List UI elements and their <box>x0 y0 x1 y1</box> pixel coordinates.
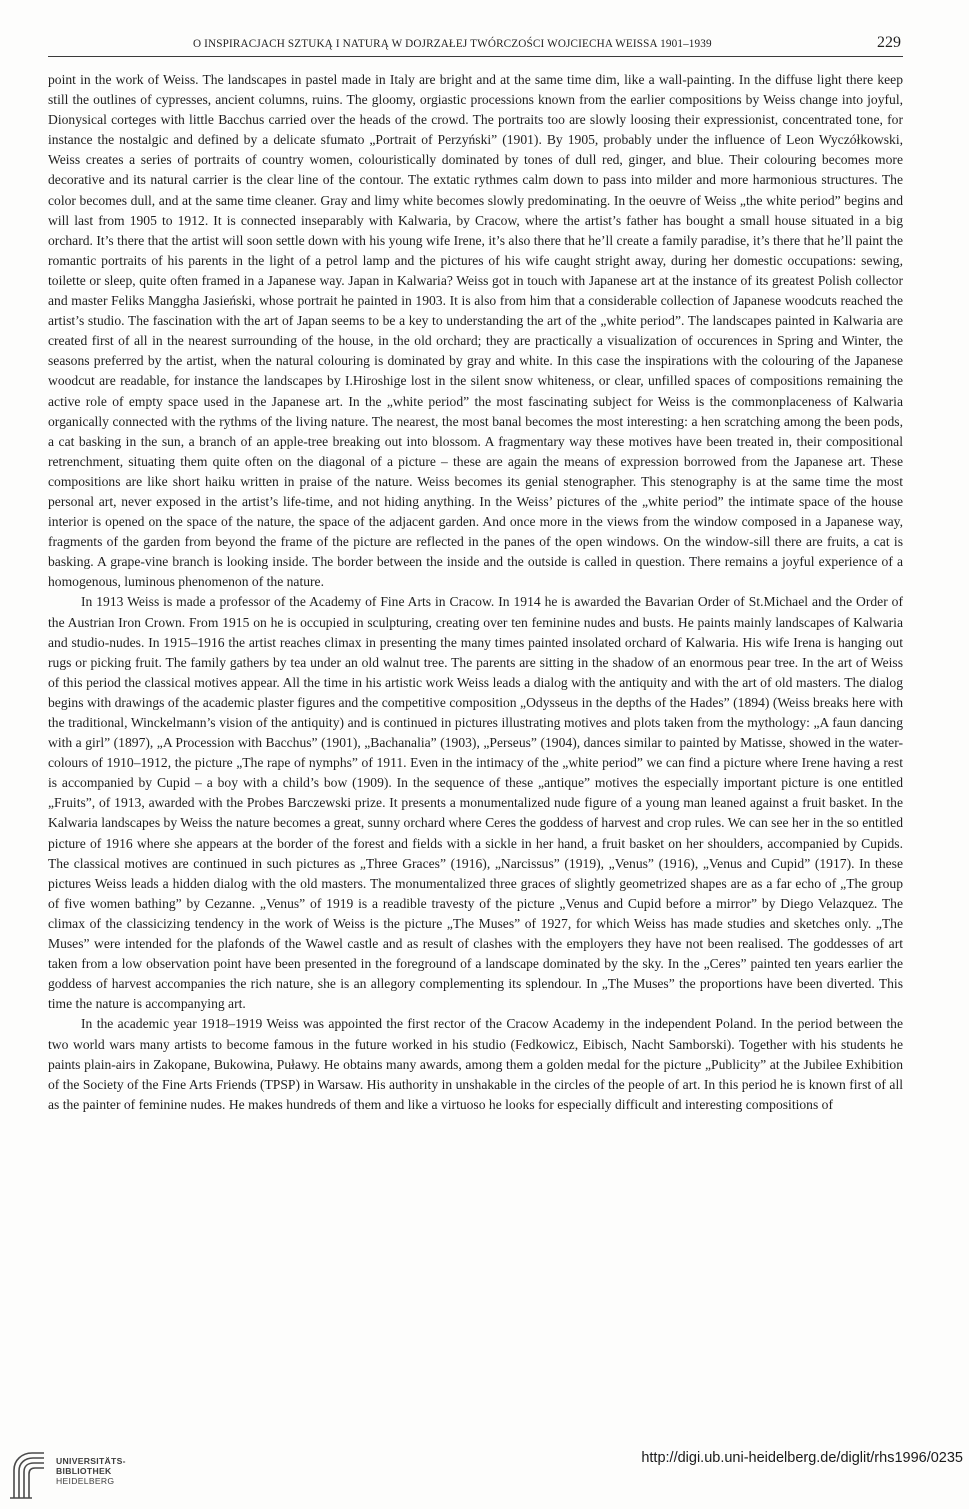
paragraph: In the academic year 1918–1919 Weiss was appointed the first rector of the Cracow Academy in the independent Poland. In the period between the two world wars many artists to become famous in the future worked in his studio (Fedkowicz, Eibisch, Nacht Samborski). Together with his students he paints plain-airs in Zakopane, Bukowina, Puławy. He obtains many awards, among them a golden medal for the picture „Publicity” at the Jubilee Exhibition of the Society of the Fine Arts Friends (TPSP) in Warsaw. His authority in unshakable in the circles of the people of art. In this period he is known first of all as the painter of feminine nudes. He makes hundreds of them and like a virtuoso he looks for especially difficult and interesting compositions of <box>48 1016 903 1112</box>
library-name-line: HEIDELBERG <box>56 1476 115 1486</box>
running-header <box>48 34 903 57</box>
running-title: O INSPIRACJACH SZTUKĄ I NATURĄ W DOJRZAŁEJ TWÓRCZOŚCI WOJCIECHA WEISSA 1901–1939 <box>193 38 712 50</box>
library-name <box>56 1456 126 1486</box>
paragraph: In 1913 Weiss is made a professor of the Academy of Fine Arts in Cracow. In 1914 he is awarded the Bavarian Order of St.Michael and the Order of the Austrian Iron Crown. From 1915 on he is occupied in sculpturing, creating over ten feminine nudes and busts. He paints mainly landscapes of Kalwaria and studio-nudes. In 1915–1916 the artist reaches climax in presenting the many times painted insolated orchard of Kalwaria. His wife Irena is hanging out rugs or picking fruit. The family gathers by tea under an old walnut tree. The parents are sitting in the shadow of an enormous pear tree. In the art of Weiss of this period the classical motives appear. All the time in his artistic work Weiss leads a dialog with the antiquity and with the art of old masters. The dialog begins with drawings of the academic plaster figures and the competitive composition „Odysseus in the depths of the Hades” (1894) (Weiss breaks here with the traditional, Winckelmann’s vision of the antiquity) and is continued in pictures illustrating motives and plots taken from the mythology: „A faun dancing with a girl” (1897), „A Procession with Bacchus” (1901), „Bachanalia” (1903), „Perseus” (1904), dances similar to painted by Matisse, showed in the water-colours of 1910–1912, the picture „The rape of nymphs” of 1911. Even in the intimacy of the „white period” we can find a picture where Irene having a rest is accompanied by Cupid – a boy with a child’s bow (1909). In the sequence of these „antique” motives the especially important picture is one entitled „Fruits”, of 1913, awarded with the Probes Barczewski prize. It presents a monumentalized nude figure of a young man leaned against a fruit basket. In the Kalwaria landscapes by Weiss the nature becomes a great, sunny orchard where Ceres the goddess of harvest and crop rules. We can see her in the so entitled picture of 1916 where she appears at the border of the forest and fields with a sickle in her hand, a fruit basket on her shoulders, accompanied by Cupids. The classical motives are continued in such pictures as „Three Graces” (1916), „Narcissus” (1919), „Venus” (1916), „Venus and Cupid” (1917). In these pictures Weiss leads a hidden dialog with the old masters. The monumentalized three graces of slightly geometrized shapes are as a far echo of „The group of five women bathing” by Cezanne. „Venus” of 1919 is a readible travesty of the picture „Venus and Cupid before a mirror” by Diego Velazquez. The climax of the classicizing tendency in the work of Weiss is the picture „The Muses” of 1927, for which Weiss has made studies and sketches only. „The Muses” were intended for the plafonds of the Wawel castle and as result of clashes with the employers they have not been realised. The goddesses of art taken from a low observation point have been presented in the foreground of a landscape dominated by the sky. In the „Ceres” painted ten years earlier the goddess of harvest accompanies the rich nature, she is an allegory complementing its splendour. In „The Muses” the proportions have been diverted. This time the nature is accompanying art. <box>48 594 903 1012</box>
article-body <box>48 70 903 1115</box>
page-footer <box>0 1440 969 1509</box>
permalink-url[interactable]: http://digi.ub.uni-heidelberg.de/diglit/rhs1996/0235 <box>641 1450 963 1466</box>
library-name-line: BIBLIOTHEK <box>56 1466 112 1476</box>
library-name-line: UNIVERSITÄTS- <box>56 1456 126 1466</box>
paragraph: point in the work of Weiss. The landscapes in pastel made in Italy are bright and at the same time dim, like a wall-painting. In the diffuse light there keep still the outlines of cypresses, ancient columns, ruins. The gloomy, orgiastic processions known from the earlier compositions by Weiss change into joyful, Dionysical corteges with little Bacchus carried over the heads of the crowd. The portraits too are slowly loosing their expressionist, concentrated tone, for instance the nostalgic and defined by a delicate sfumato „Portrait of Perzyński” (1901). By 1905, probably under the influence of Leon Wyczółkowski, Weiss creates a series of portraits of country women, colouristically dominated by tones of dull red, ginger, and blue. Their colouring becomes more decorative and its natural carrier is the clear line of the contour. The extatic rythmes calm down to pass into milder and more harmonious structures. The color becomes dull, and at the same time cleaner. Gray and limy white becomes slowly predominating. In the oeuvre of Weiss „the white period” begins and will last from 1905 to 1912. It is connected inseparably with Kalwaria, by Cracow, where the artist’s father has bought a small house situated in a big orchard. It’s there that the artist will soon settle down with his young wife Irene, it’s also there that he’ll create a family paradise, it’s there that he’ll paint the romantic portraits of his parents in the light of a petrol lamp and the pictures of his wife caught stright away, during her domestic occupations: sewing, toilette or sleep, quite often framed in a Japanese way. Japan in Kalwaria? Weiss got in touch with Japanese art at the instance of its greatest Polish collector and master Feliks Manggha Jasieński, whose portrait he painted in 1903. It is also from him that a considerable collection of Japanese woodcuts reached the artist’s studio. The fascination with the art of Japan seems to be a key to understanding the art of the „white period”. The landscapes painted in Kalwaria are created first of all in the nearest surrounding of the house, in the old orchard; they are practically a visualization of occurences in Spring and Winter, the seasons preferred by the artist, when the natural colouring is dominated by gray and white. In this case the inspirations with the colouring of the Japanese woodcut are readable, for instance the landscapes by I.Hiroshige lost in the silent snow whiteness, or clear, unfilled spaces of compositions remaining the active role of empty space used in the Japanese art. In the „white period” the most fascinating subject for Weiss is the commonplaceness of Kalwaria organically connected with the rythms of the living nature. The nearest, the most banal becomes the most interesting: a hen scratching among the been pods, a cat basking in the sun, a branch of an apple-tree breaking out into blossom. A fragmentary way these motives have been treated in, their compositional retrenchment, situating them quite often on the diagonal of a picture – these are again the means of expression borrowed from the Japanese art. These compositions are like short haiku written in praise of the nature. Weiss becomes its genial stenographer. This stenography is at the same time the most personal art, never exposed in the artist’s life-time, and not hiding anything. In the Weiss’ pictures of the „white period” the intimate space of the house interior is opened on the space of the nature, the space of the adjacent garden. And once more in the views from the window composed in a Japanese way, fragments of the garden from beyond the frame of the picture are reflected in the panes of the open windows. On the window-sill there are fruits, a cat is basking. A grape-vine branch is looking inside. The border between the inside and the outside is called in question. There remains a joyful experience of a homogenous, luminous phenomenon of the nature. <box>48 72 903 590</box>
page-number: 229 <box>877 34 901 51</box>
library-logo-icon <box>8 1448 48 1500</box>
